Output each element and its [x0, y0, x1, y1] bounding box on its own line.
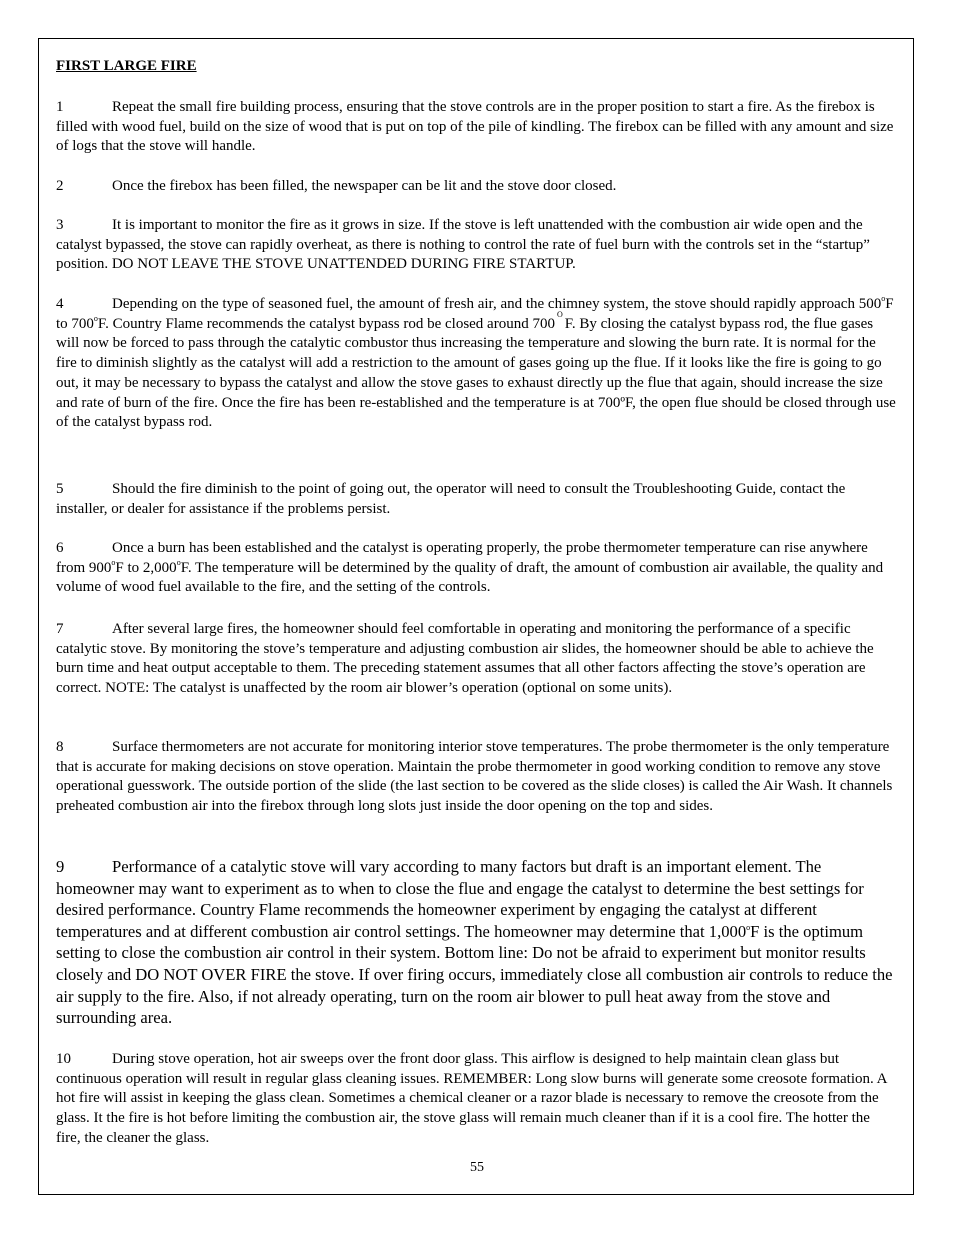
paragraph-text: F. Country Flame recommends the catalyst bypass rod be closed around 700 [97, 315, 555, 332]
paragraph-text: F to 700 [56, 296, 894, 332]
paragraph-text: F. The temperature will be determined by the quality of draft, the amount of combustion air available, the quality and volume of wood fuel available to the fire, and the setting of the controls. [56, 559, 884, 596]
paragraph-text: Once the firebox has been filled, the newspaper can be lit and the stove door closed. [112, 178, 617, 194]
page-number: 55 [470, 1160, 484, 1175]
paragraph-number: 10 [56, 1051, 71, 1067]
paragraph-5 [56, 480, 898, 519]
paragraph-number: 9 [56, 857, 65, 876]
paragraph-7 [56, 620, 898, 699]
paragraph-number: 8 [56, 739, 64, 755]
paragraph-number: 7 [56, 621, 64, 637]
degree-symbol: o [746, 922, 751, 932]
paragraph-text: During stove operation, hot air sweeps over the front door glass. This airflow is designed to help maintain clean glass but continuous operation will result in regular glass cleaning issues. REMEMBER: Long slow burns will generate some creosote formation. A hot fire will assist in keeping the glass clean. Sometimes a chemical cleaner or a razor blade is necessary to remove the creosote from the glass. It the fire is hot before limiting the combustion air, the stove glass will remain much cleaner than if it is a cool fire. The hotter the fire, the cleaner the glass. [56, 1051, 887, 1146]
section-title: FIRST LARGE FIRE [56, 58, 197, 74]
paragraph-text: F to 2,000 [115, 559, 177, 576]
paragraph-text: F. By closing the catalyst bypass rod, the flue gases will now be forced to pass through the catalytic combustor thus increasing the temperature and slowing the burn rate. It is normal for the fire to diminish slightly as the catalyst will add a restriction to the amount of gases going up the flue. If it looks like the fire is going to go out, it may be necessary to bypass the catalyst and allow the stove gases to exhaust directly up the flue that again, should increase the size and rate of burn of the fire. Once the fire has been re-established and the temperature is at 700ºF, the open flue should be closed through use of the catalyst bypass rod. [56, 315, 896, 431]
paragraph-6 [56, 539, 898, 598]
paragraph-text: Performance of a catalytic stove will vary according to many factors but draft is an important element. The homeowner may want to experiment as to when to close the flue and engage the catalyst to determine the best settings for desired performance. Country Flame recommends the homeowner experiment by engaging the catalyst at different temperatures and at different combustion air control settings. The homeowner may determine that 1,000 [56, 857, 864, 941]
paragraph-number: 1 [56, 99, 64, 115]
paragraph-number: 5 [56, 481, 64, 497]
paragraph-8 [56, 738, 898, 817]
paragraph-1 [56, 98, 898, 157]
paragraph-text: Repeat the small fire building process, ensuring that the stove controls are in the proper position to start a fire. As the firebox is filled with wood fuel, build on the size of wood that is put on top of the pile of kindling. The firebox can be filled with any amount and size of logs that the stove will handle. [56, 99, 894, 155]
paragraph-number: 3 [56, 217, 64, 233]
paragraph-text: F is the optimum setting to close the combustion air control in their system. Bottom line: Do not be afraid to experiment but monitor results closely and DO NOT OVER FIRE the stove. If over firing occurs, immediately close all combustion air controls to reduce the air supply to the fire. Also, if not already operating, turn on the room air blower to pull heat away from the stove and surrounding area. [56, 921, 893, 1028]
paragraph-text: Surface thermometers are not accurate for monitoring interior stove temperatures. The probe thermometer is the only temperature that is accurate for making decisions on stove operation. Maintain the probe thermometer in good working condition to remove any stove operational guesswork. The outside portion of the slide (the last section to be covered as the slide closes) is called the Air Wash. It channels preheated combustion air into the firebox through long slots just inside the door opening on the top and sides. [56, 739, 893, 815]
paragraph-4 [56, 295, 898, 433]
degree-symbol: o [111, 557, 116, 567]
paragraph-text: It is important to monitor the fire as it grows in size. If the stove is left unattended with the combustion air wide open and the catalyst bypassed, the stove can rapidly overheat, as there is nothing to control the rate of fuel burn with the controls set in the “startup” position. DO NOT LEAVE THE STOVE UNATTENDED DURING FIRE STARTUP. [56, 217, 870, 273]
paragraph-text: Depending on the type of seasoned fuel, the amount of fresh air, and the chimney system, the stove should rapidly approach 500 [112, 296, 882, 312]
paragraph-3 [56, 216, 898, 275]
degree-symbol: o [93, 313, 98, 323]
paragraph-number: 4 [56, 296, 64, 312]
paragraph-number: 2 [56, 178, 64, 194]
paragraph-number: 6 [56, 540, 64, 556]
paragraph-9 [56, 856, 898, 1029]
paragraph-text: After several large fires, the homeowner should feel comfortable in operating and monitoring the performance of a specific catalytic stove. By monitoring the stove’s temperature and adjusting combustion air slides, the homeowner should be able to achieve the burn time and heat output acceptable to them. The preceding statement assumes that all other factors affecting the stove’s operation are correct. NOTE: The catalyst is unaffected by the room air blower’s operation (optional on some units). [56, 621, 874, 697]
paragraph-2 [56, 177, 898, 197]
degree-symbol: o [176, 557, 181, 567]
paragraph-text: Should the fire diminish to the point of going out, the operator will need to consult the Troubleshooting Guide, contact the installer, or dealer for assistance if the problems persist. [56, 481, 846, 517]
degree-symbol: o [881, 294, 886, 303]
paragraph-text: Once a burn has been established and the catalyst is operating properly, the probe thermometer temperature can rise anywhere from 900 [56, 540, 868, 576]
degree-symbol: O [556, 309, 563, 319]
paragraph-10 [56, 1050, 898, 1149]
